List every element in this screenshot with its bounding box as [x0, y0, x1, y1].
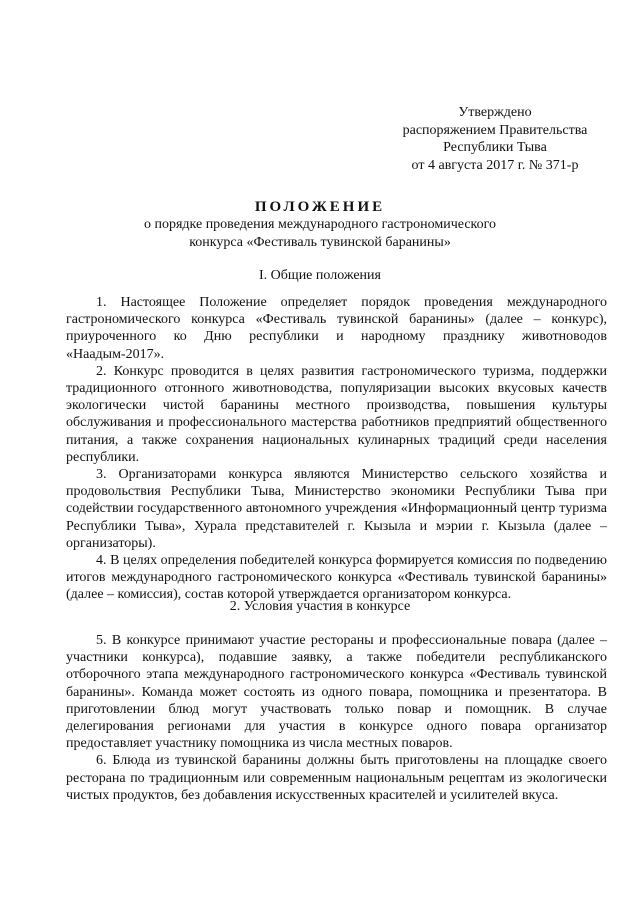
- approval-line: Утверждено: [458, 105, 532, 120]
- approval-line: распоряжением Правительства: [402, 122, 588, 138]
- paragraph: 4. В целях определения победителей конкурса формируется комиссия по подведению итогов международного гастрономического конкурса «Фестиваль тувинской баранины» (далее – комиссия), состав которой утверждается организатором конкурса.: [66, 553, 607, 603]
- paragraph: 3. Организаторами конкурса являются Министерство сельского хозяйства и продовольствия Республики Тыва, Министерство экономики Республики Тыва при содействии государственного автономного учреждения «Информационный центр туризма Республики Тыва», Хурала представителей г. Кызыла и мэрии г. Кызыла (далее – организаторы).: [66, 467, 607, 551]
- section-heading: 2. Условия участия в конкурсе: [229, 599, 411, 614]
- document-title-block: [40, 198, 600, 251]
- document-subtitle: конкурса «Фестиваль тувинской баранины»: [189, 234, 451, 250]
- paragraph: 1. Настоящее Положение определяет порядок проведения международного гастрономического конкурса «Фестиваль тувинской баранины» (далее – конкурс), приуроченного ко Дню республики и народному празднику животноводов «Наадым-2017».: [66, 295, 607, 362]
- paragraph: 2. Конкурс проводится в целях развития гастрономического туризма, поддержки традиционного отгонного животноводства, популяризации высоких вкусовых качеств экологически чистой баранины местного производства, повышения культуры обслуживания и профессионального мастерства работников предприятий общественного питания, а также сохранения национальных кулинарных традиций среди населения республики.: [66, 363, 607, 465]
- document-subtitle: о порядке проведения международного гастрономического: [143, 217, 497, 232]
- approval-stamp: [380, 104, 610, 174]
- document-title: ПОЛОЖЕНИЕ: [254, 199, 386, 215]
- section-body: [66, 632, 607, 804]
- section-heading: I. Общие положения: [259, 268, 381, 283]
- approval-line: от 4 августа 2017 г. № 371-р: [411, 157, 579, 173]
- approval-line: Республики Тыва: [443, 140, 547, 155]
- paragraph: 5. В конкурсе принимают участие рестораны и профессиональные повара (далее – участники конкурса), подавшие заявку, а также победители республиканского отборочного этапа международного гастрономического конкурса «Фестиваль тувинской баранины». Команда может состоять из одного повара, помощника и презентатора. В приготовлении блюд могут участвовать только повар и помощник. В случае делегирования регионами для участия в конкурсе одного повара организатор предоставляет участнику помощника из числа местных поваров.: [66, 633, 607, 752]
- section-body: [66, 294, 607, 604]
- paragraph: 6. Блюда из тувинской баранины должны быть приготовлены на площадке своего ресторана по традиционным или современным национальным рецептам из экологически чистых продуктов, без добавления искусственных красителей и усилителей вкуса.: [66, 753, 607, 803]
